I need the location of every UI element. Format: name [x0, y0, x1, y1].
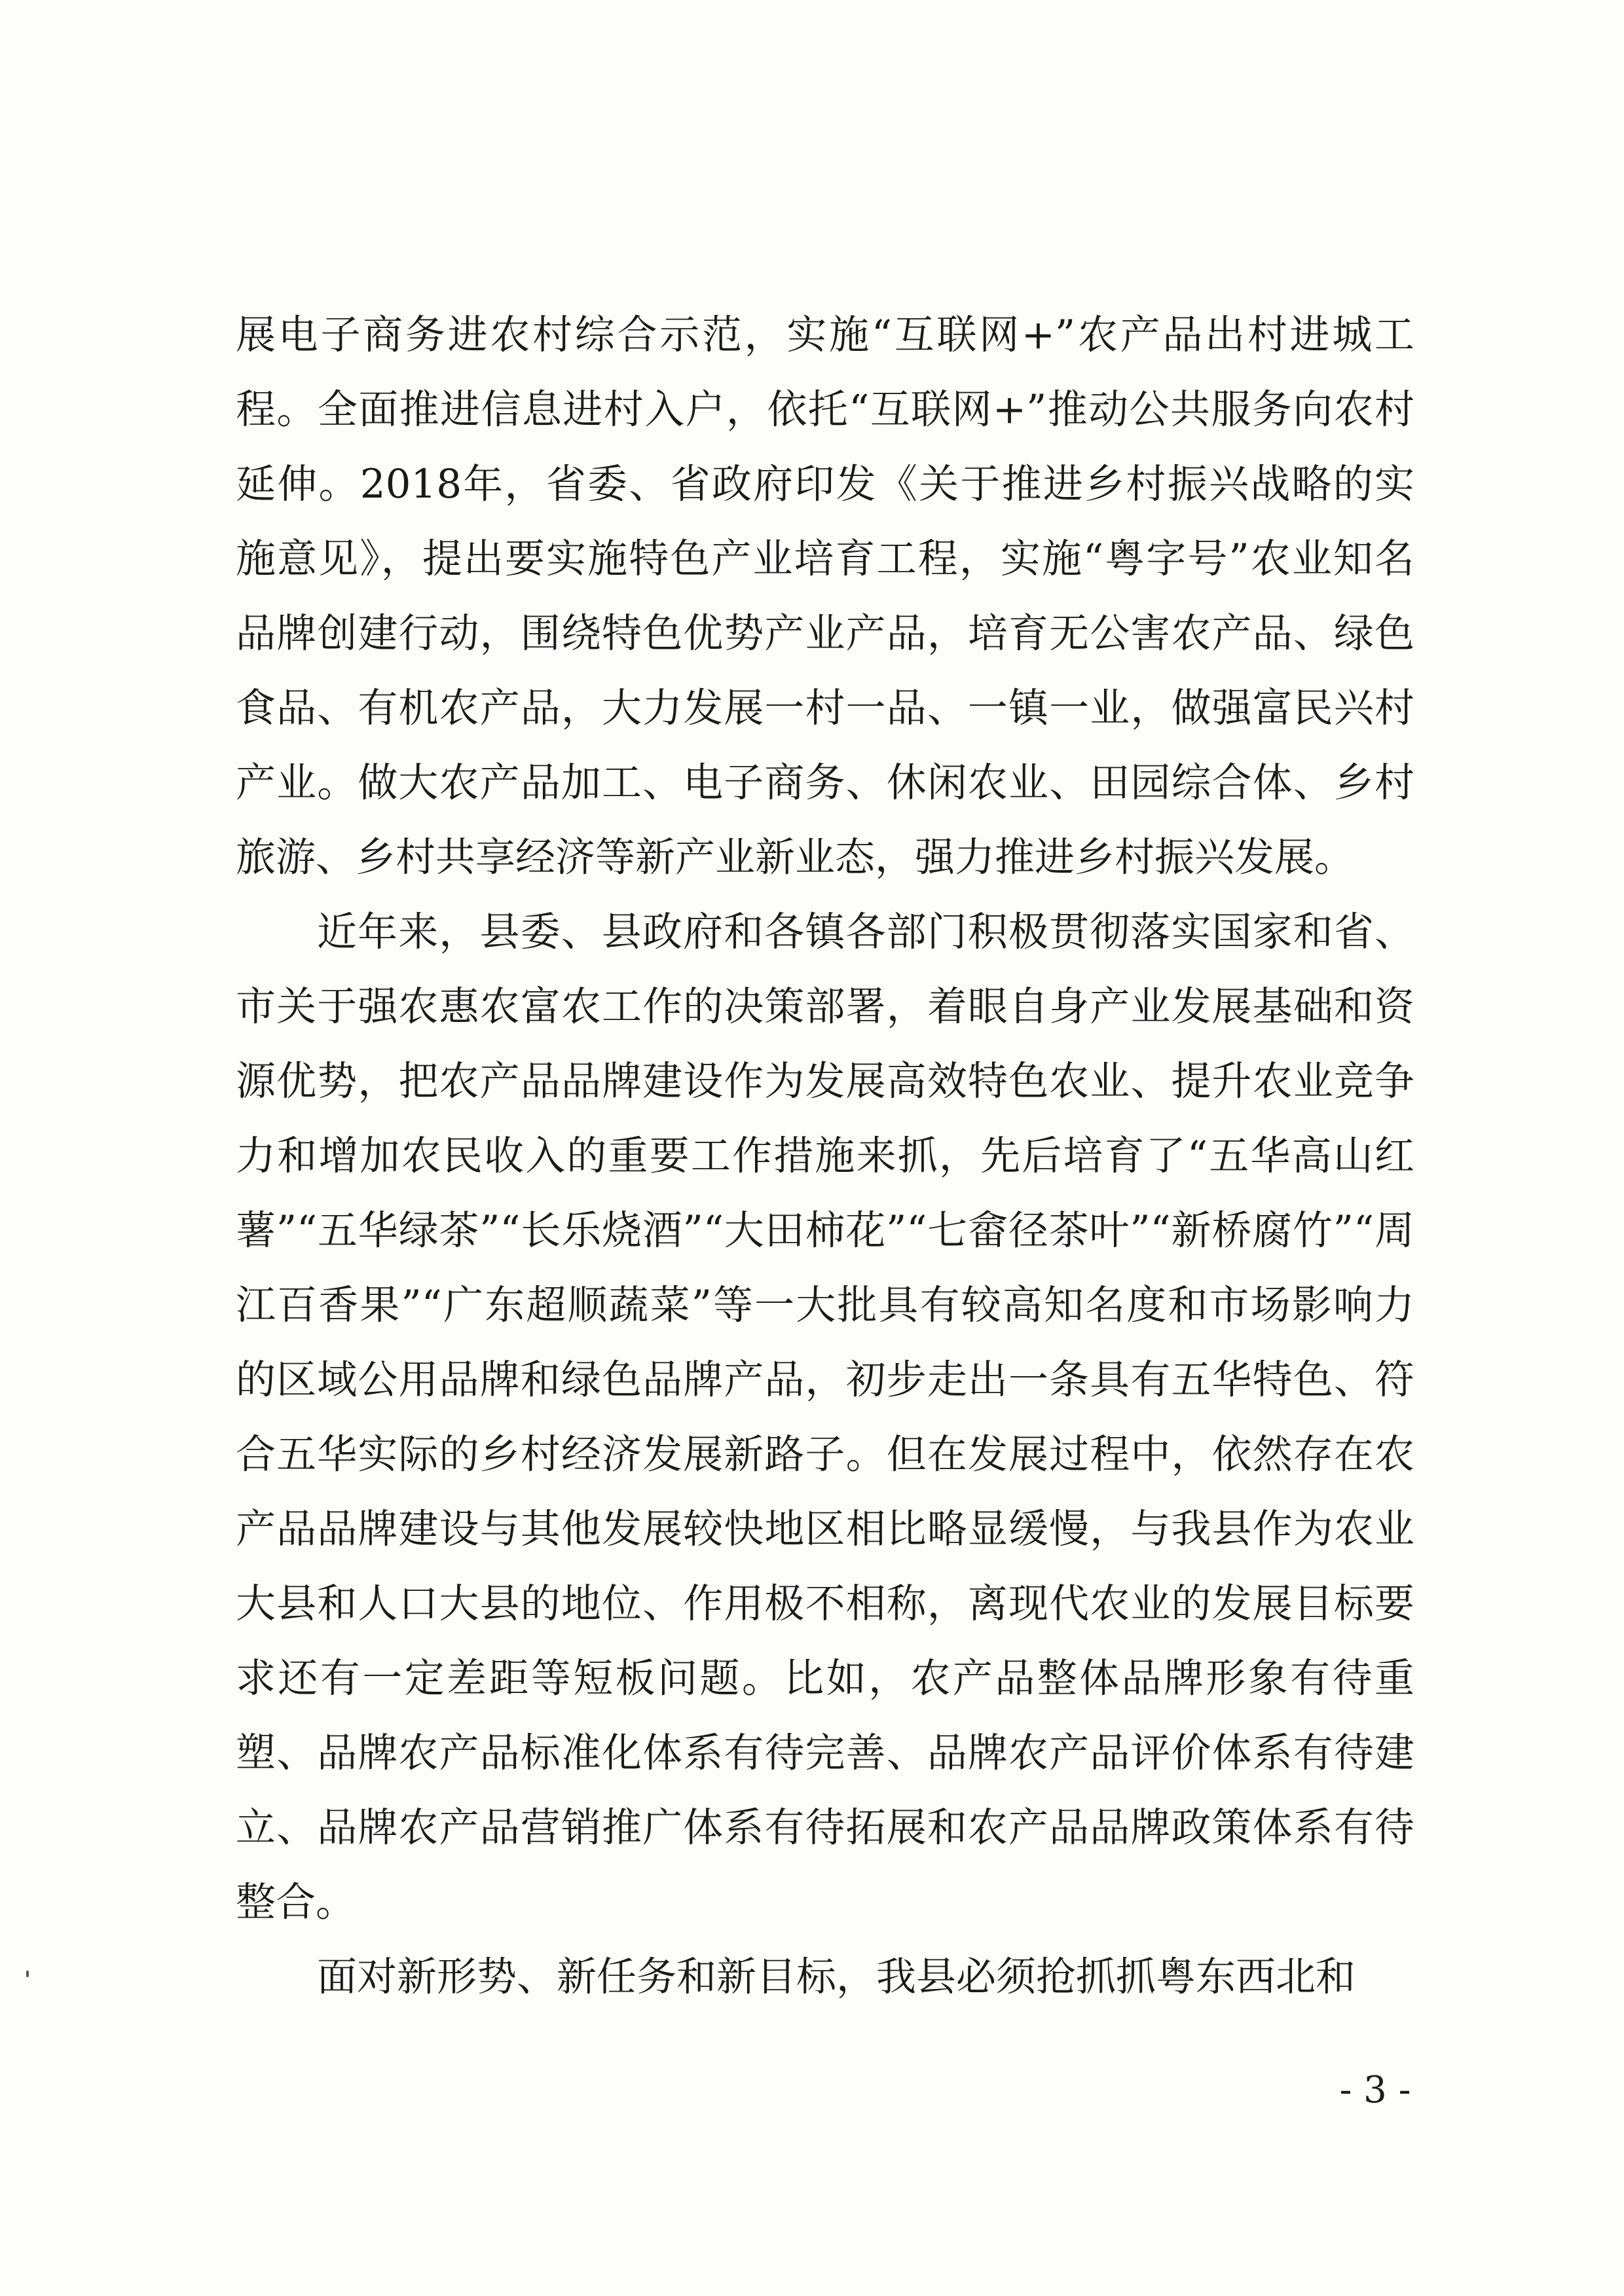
- paragraph-2: 近年来，县委、县政府和各镇各部门积极贯彻落实国家和省、市关于强农惠农富农工作的决策部署，着眼自身产业发展基础和资源优势，把农产品品牌建设作为发展高效特色农业、提升农业竞争力和增加农民收入的重要工作措施来抓，先后培育了“五华高山红薯”“五华绿茶”“长乐烧酒”“大田柿花”“七畲径茶叶”“新桥腐竹”“周江百香果”“广东超顺蔬菜”等一大批具有较高知名度和市场影响力的区域公用品牌和绿色品牌产品，初步走出一条具有五华特色、符合五华实际的乡村经济发展新路子。但在发展过程中，依然存在农产品品牌建设与其他发展较快地区相比略显缓慢，与我县作为农业大县和人口大县的地位、作用极不相称，离现代农业的发展目标要求还有一定差距等短板问题。比如，农产品整体品牌形象有待重塑、品牌农产品标准化体系有待完善、品牌农产品评价体系有待建立、品牌农产品营销推广体系有待拓展和农产品品牌政策体系有待整合。: [236, 909, 1414, 1925]
- scan-speck: [26, 1971, 29, 1977]
- paragraph-3: 面对新形势、新任务和新目标，我县必须抢抓抓粤东西北和: [317, 1954, 1356, 2000]
- paragraph-1: 展电子商务进农村综合示范，实施“互联网+”农产品出村进城工程。全面推进信息进村入户，依托“互联网+”推动公共服务向农村延伸。2018年，省委、省政府印发《关于推进乡村振兴战略的实施意见》，提出要实施特色产业培育工程，实施“粤字号”农业知名品牌创建行动，围绕特色优势产业产品，培育无公害农产品、绿色食品、有机农产品，大力发展一村一品、一镇一业，做强富民兴村产业。做大农产品加工、电子商务、休闲农业、田园综合体、乡村旅游、乡村共享经济等新产业新业态，强力推进乡村振兴发展。: [236, 312, 1414, 881]
- page-number: - 3 -: [1339, 2069, 1411, 2111]
- body-text: [236, 298, 1414, 2014]
